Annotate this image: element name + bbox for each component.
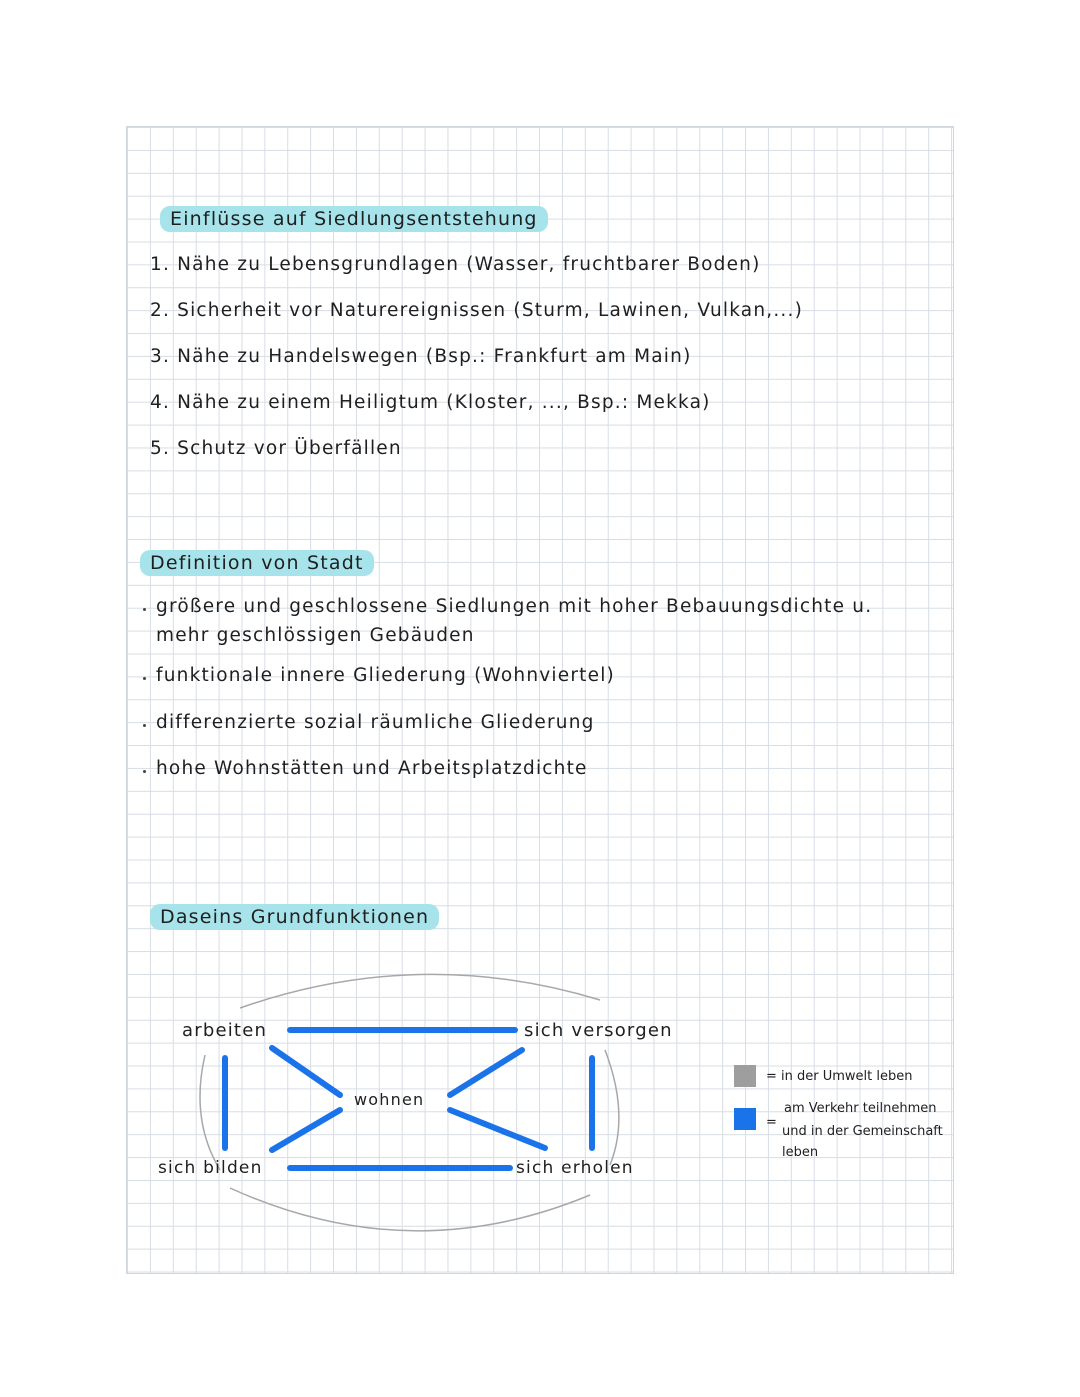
legend-gray-swatch bbox=[734, 1065, 756, 1087]
legend-blue-text-2: und in der Gemeinschaft bbox=[782, 1124, 943, 1139]
node-wohnen: wohnen bbox=[354, 1090, 425, 1109]
line-arbeiten-wohnen bbox=[272, 1048, 340, 1095]
node-versorgen: sich versorgen bbox=[524, 1020, 673, 1041]
list-item: 1. Nähe zu Lebensgrundlagen (Wasser, fruchtbarer Boden) bbox=[150, 254, 761, 275]
node-erholen: sich erholen bbox=[516, 1158, 634, 1178]
gray-arc-top bbox=[240, 974, 600, 1008]
gray-arc-left bbox=[200, 1055, 220, 1170]
list-item: mehr geschlössigen Gebäuden bbox=[156, 625, 475, 646]
legend-blue-swatch bbox=[734, 1108, 756, 1130]
legend-blue-text-1: am Verkehr teilnehmen bbox=[784, 1101, 937, 1116]
list-item: hohe Wohnstätten und Arbeitsplatzdichte bbox=[156, 758, 588, 779]
list-item: funktionale innere Gliederung (Wohnviertel) bbox=[156, 665, 615, 686]
gray-arc-bottom bbox=[230, 1188, 590, 1231]
list-item: 5. Schutz vor Überfällen bbox=[150, 438, 402, 459]
line-versorgen-wohnen bbox=[450, 1050, 522, 1095]
heading-definition-stadt: Definition von Stadt bbox=[140, 550, 374, 576]
line-bilden-wohnen bbox=[272, 1110, 340, 1150]
list-item: 4. Nähe zu einem Heiligtum (Kloster, ..., Bsp.: Mekka) bbox=[150, 392, 711, 413]
heading-daseinsgrundfunktionen: Daseins Grundfunktionen bbox=[150, 904, 439, 930]
gray-arc-right bbox=[605, 1050, 619, 1165]
line-erholen-wohnen bbox=[450, 1110, 545, 1148]
list-item: differenzierte sozial räumliche Gliederung bbox=[156, 712, 595, 733]
legend-blue-eq: = bbox=[766, 1115, 777, 1130]
list-item: 3. Nähe zu Handelswegen (Bsp.: Frankfurt am Main) bbox=[150, 346, 692, 367]
legend-blue-text-3: leben bbox=[782, 1145, 819, 1160]
legend-gray-text: = in der Umwelt leben bbox=[766, 1069, 913, 1084]
list-item: 2. Sicherheit vor Naturereignissen (Sturm, Lawinen, Vulkan,...) bbox=[150, 300, 804, 321]
node-arbeiten: arbeiten bbox=[182, 1020, 268, 1041]
list-item: größere und geschlossene Siedlungen mit hoher Bebauungsdichte u. bbox=[156, 596, 873, 617]
heading-siedlungsentstehung: Einflüsse auf Siedlungsentstehung bbox=[160, 206, 548, 232]
node-bilden: sich bilden bbox=[158, 1158, 263, 1178]
